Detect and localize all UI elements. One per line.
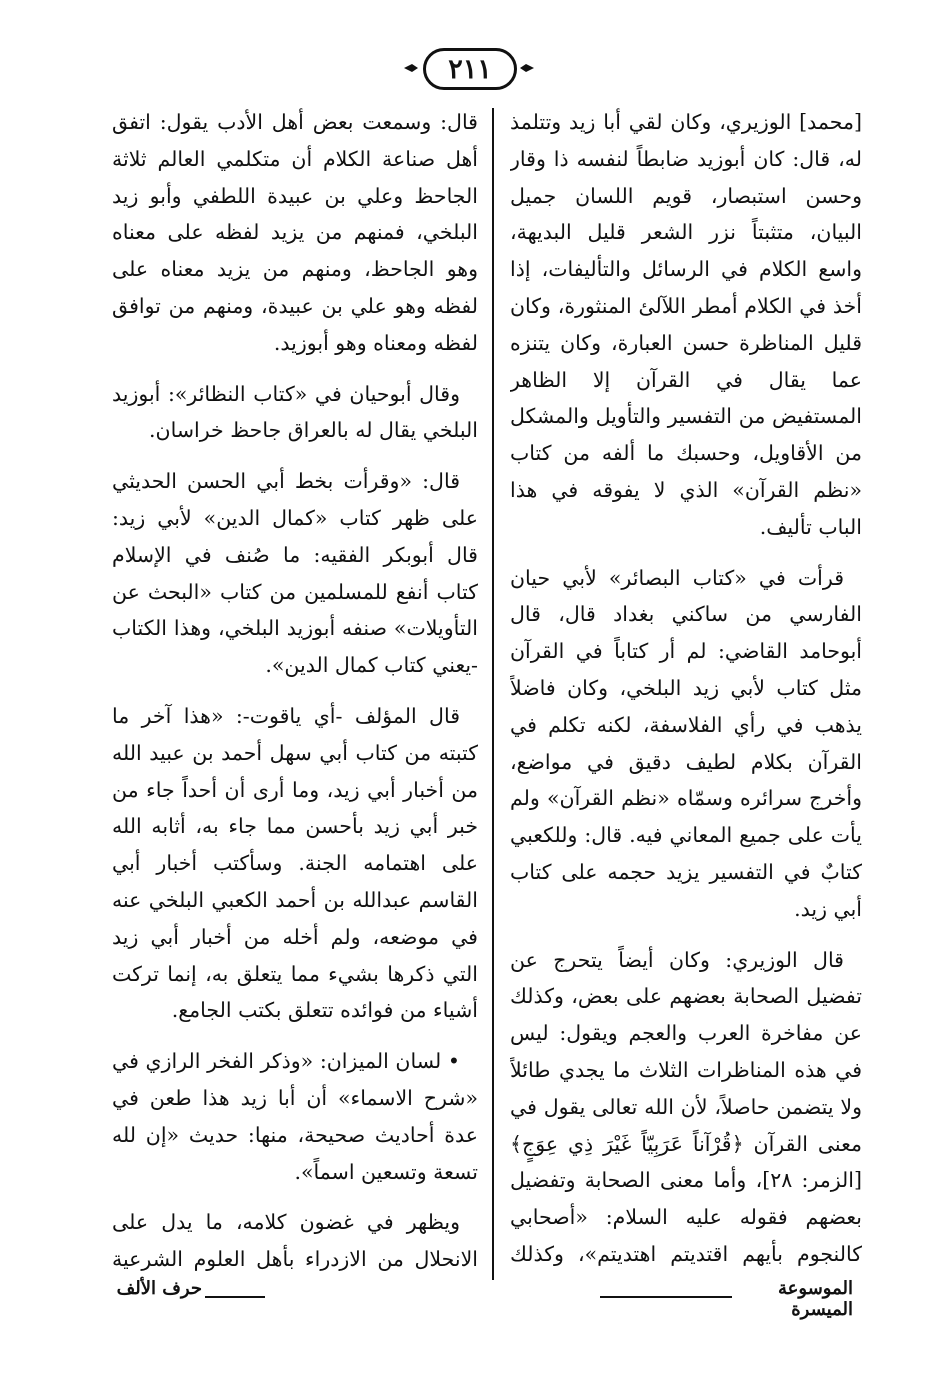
right-paragraph-3: قال الوزيري: وكان أيضاً يتحرج عن تفضيل الصحابة بعضهم على بعض، وكذلك عن مفاخرة العرب والعجم ويقول: ليس في هذه المناظرات الثلاث ما يجدي طائلاً ولا يتضمن حاصلاً، لأن الله تعالى يقول في معنى القرآن ﴿قُرْآناً عَرَبِيّاً غَيْرَ ذِي عِوَجٍ﴾ [الزمر: ٢٨]، وأما معنى الصحابة وتفضيل بعضهم فقوله عليه السلام: «أصحابي كالنجوم بأيهم اقتديتم اهتديتم»، وكذلك [510, 947, 862, 1266]
left-paragraph-1: قال: وسمعت بعض أهل الأدب يقول: اتفق أهل صناعة الكلام أن متكلمي العالم ثلاثة الجاحظ وعلي بن عبيدة اللطفي وأبو زيد البلخي، فمنهم من يزيد لفظه على معناه وهو الجاحظ، ومنهم من يزيد معناه على لفظه وهو علي بن عبيدة، ومنهم من توافق لفظه ومعناه وهو أبوزيد. [112, 110, 478, 355]
page-number-frame [423, 48, 517, 90]
right-column [510, 104, 862, 1274]
left-column [112, 104, 478, 1274]
page-number: ٢١١ [448, 53, 492, 85]
footer-section-title: حرف الألف [116, 1278, 202, 1299]
left-paragraph-2: وقال أبوحيان في «كتاب النظائر»: أبوزيد البلخي يقال له بالعراق جاحظ خراسان. [112, 381, 478, 443]
right-paragraph-2: قرأت في «كتاب البصائر» لأبي حيان الفارسي من ساكني بغداد قال، قال أبوحامد القاضي: لم أر كتاباً في القرآن مثل كتاب لأبي زيد البلخي، وكان فاضلاً يذهب في رأي الفلاسفة، لكنه تكلم في القرآن بكلام لطيف دقيق في مواضع، وأخرج سرائره وسمّاه «نظم القرآن» ولم يأت على جميع المعاني فيه. قال: وللكعبي كتابٌ في التفسير يزيد حجمه على كتاب أبي زيد. [510, 565, 862, 921]
footer-book-title: الموسوعة الميسرة [778, 1278, 853, 1320]
ornament-right-icon [520, 64, 534, 72]
footer-rule-left [205, 1296, 265, 1298]
left-paragraph-3: قال: «وقرأت بخط أبي الحسن الحديثي على ظهر كتاب «كمال الدين» لأبي زيد: قال أبوبكر الفقيه: ما صُنف في الإسلام كتاب أنفع للمسلمين من كتاب «البحث عن التأويلات» صنفه أبوزيد البلخي، وهذا الكتاب -يعني كتاب كمال الدين». [112, 469, 478, 678]
ornament-left-icon [404, 64, 418, 72]
left-paragraph-6: ويظهر في غضون كلامه، ما يدل على الانحلال من الازدراء بأهل العلوم الشرعية [112, 1210, 478, 1272]
footer-rule-right [600, 1296, 732, 1298]
right-paragraph-1: [محمد] الوزيري، وكان لقي أبا زيد وتتلمذ له، قال: كان أبوزيد ضابطاً لنفسه ذا وقار وحسن استبصار، قويم اللسان جميل البيان، متثبتاً نزر الشعر قليل البديهة، واسع الكلام في الرسائل والتأليفات، إذا أخذ في الكلام أمطر اللآلئ المنثورة، وكان قليل المناظرة حسن العبارة، وكان يتنزه عما يقال في القرآن إلا الظاهر المستفيض من التفسير والتأويل والمشكل من الأقاويل، وحسبك ما ألفه من كتاب «نظم القرآن» الذي لا يفوقه في هذا الباب تأليف. [510, 110, 862, 539]
left-paragraph-4: قال المؤلف -أي ياقوت-: «هذا آخر ما كتبته من كتاب أبي سهل أحمد بن عبيد الله من أخبار أبي زيد، وما أرى أن أحداً جاء من خبر أبي زيد بأحسن مما جاء به، أثابه الله على اهتمامه الجنة. وسأكتب أخبار أبي القاسم عبدالله بن أحمد الكعبي البلخي عنه في موضعه، ولم أخله من أخبار أبي زيد التي ذكرها بشيء مما يتعلق به، إنما تركت أشياء من فوائده تتعلق بكتب الجامع. [112, 703, 478, 1023]
left-paragraph-5: • لسان الميزان: «وذكر الفخر الرازي في «شرح الاسماء» أن أبا زيد هذا طعن في عدة أحاديث صحيحة، منها: حديث «إن لله تسعة وتسعين اسماً». [112, 1049, 478, 1184]
column-divider [492, 108, 494, 1280]
